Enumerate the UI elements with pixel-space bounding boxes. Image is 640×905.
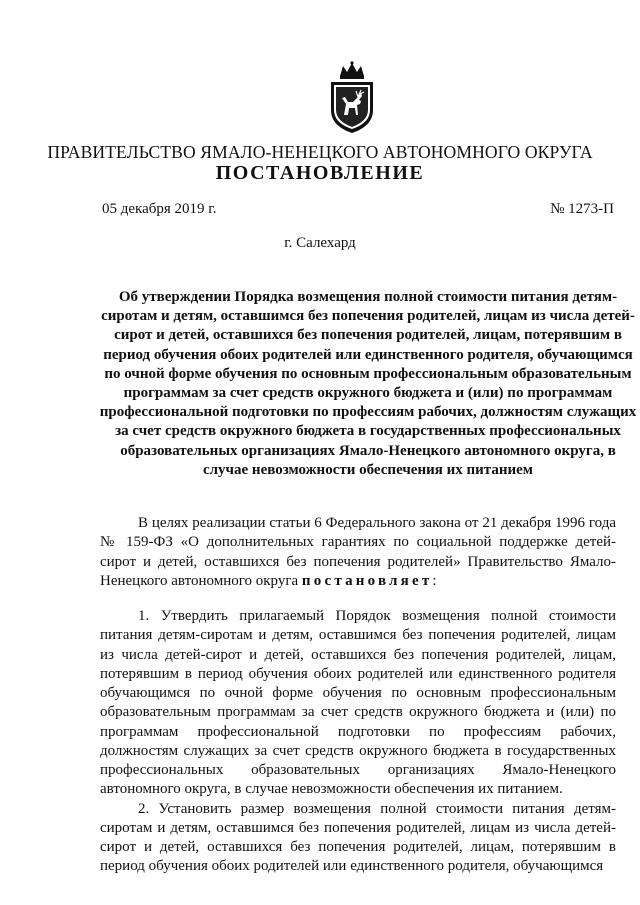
preamble-paragraph bbox=[100, 514, 616, 591]
document-title: Об утверждении Порядка возмещения полной стоимости питания детям-сиротам и детям, оставшимся без попечения родителей, лицам из числа детей-сирот и детей, оставшихся без попечения родителей, лицам, потерявшим в период обучения обоих родителей или единственного родителя, обучающимся по очной форме обучения по основным профессиональным образовательным программам за счет средств окружного бюджета и (или) по программам профессиональной подготовки по профессиям рабочих, должностям служащих за счет средств окружного бюджета в государственных профессиональных образовательных организациях Ямало-Ненецкого автономного округа, в случае невозможности обеспечения их питанием bbox=[99, 289, 637, 478]
government-name: ПРАВИТЕЛЬСТВО ЯМАЛО-НЕНЕЦКОГО АВТОНОМНОГО ОКРУГА bbox=[47, 142, 593, 162]
decree-word: постановляет bbox=[301, 572, 433, 589]
coat-of-arms-emblem bbox=[327, 60, 377, 136]
item-paragraph-1: 1. Утвердить прилагаемый Порядок возмещения полной стоимости питания детям-сиротам и детям, оставшимся без попечения родителей, лицам из числа детей-сирот и детей, оставшихся без попечения родителей, лицам, потерявшим в период обучения обоих родителей или единственного родителя обучающимся по очной форме обучения по основным профессиональным образовательным программам за счет средств окружного бюджета и (или) по программам профессиональной подготовки по профессиям рабочих, должностям служащих за счет средств окружного бюджета в государственных профессиональных образовательных организациях Ямало-Ненецкого автономного округа, в случае невозможности обеспечения их питанием. bbox=[100, 608, 616, 798]
document-body bbox=[100, 514, 616, 877]
document-date: 05 декабря 2019 г. bbox=[102, 201, 217, 217]
item-paragraph-2: 2. Установить размер возмещения полной стоимости питания детям-сиротам и детям, оставшимся без попечения родителей, лицам из числа детей-сирот и детей, оставшихся без попечения родителей, лицам, потерявшим в период обучения обоих родителей или единственного родителя, обучающимся bbox=[100, 800, 616, 875]
preamble-end: : bbox=[432, 572, 437, 589]
document-type: ПОСТАНОВЛЕНИЕ bbox=[215, 162, 425, 184]
document-city: г. Салехард bbox=[284, 235, 356, 251]
document-number: № 1273-П bbox=[550, 201, 614, 217]
preamble-text: В целях реализации статьи 6 Федерального закона от 21 декабря 1996 года № 159-ФЗ «О дополнительных гарантиях по социальной поддержке детей-сирот и детей, оставшихся без попечения родителей» Правительство Ямало-Ненецкого автономного округа bbox=[100, 515, 616, 589]
